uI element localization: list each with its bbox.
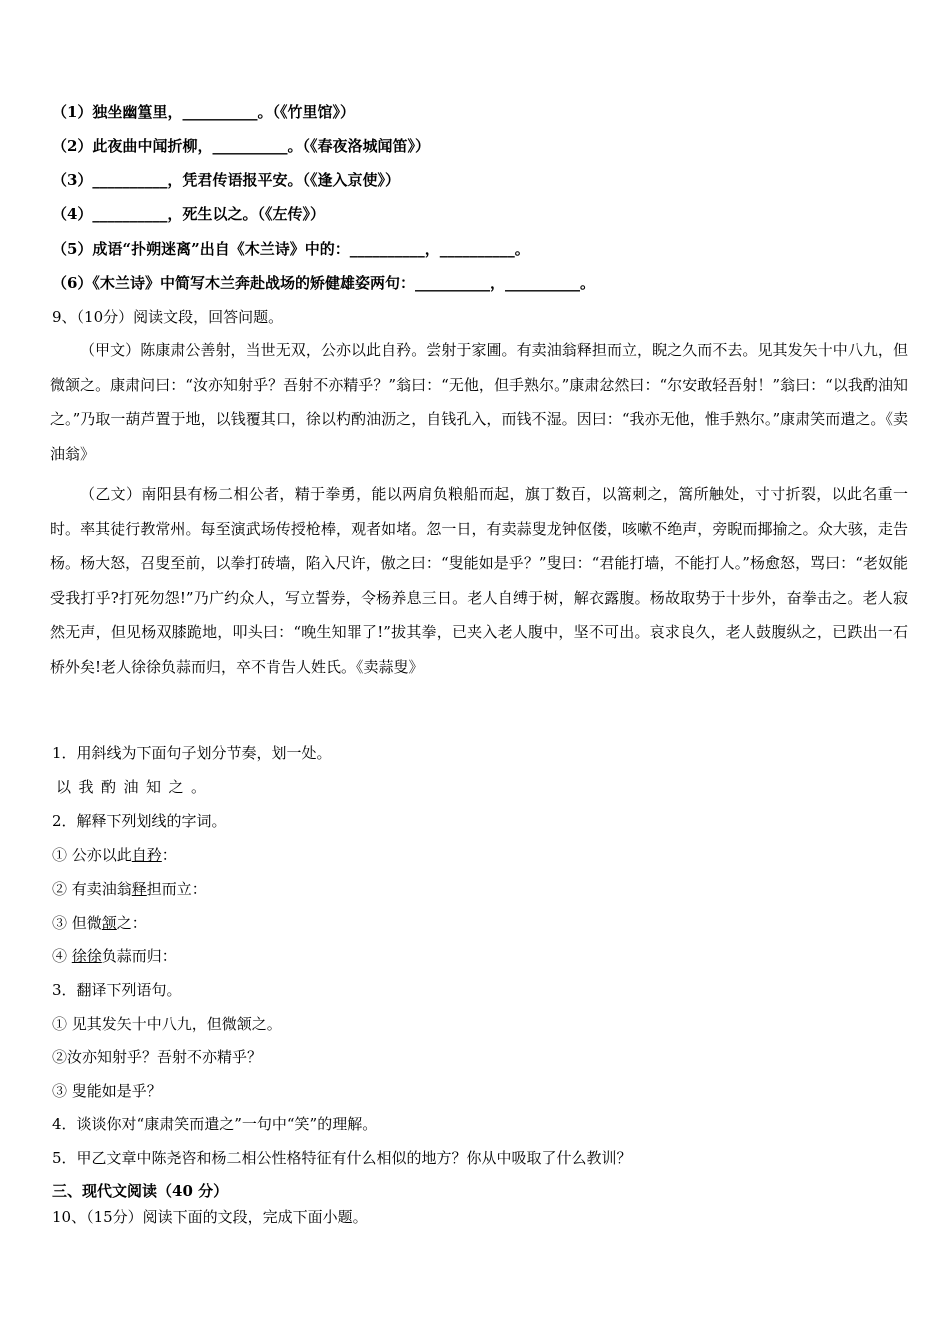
q9-sub4: 4．谈谈你对“康肃笑而遣之”一句中“笑”的理解。 [52, 1115, 378, 1133]
underlined-word: 颔 [101, 914, 117, 932]
q9-title: 9、（10分）阅读文段，回答问题。 [52, 308, 284, 326]
q9-sub5: 5．甲乙文章中陈尧咨和杨二相公性格特征有什么相似的地方？你从中吸取了什么教训？ [52, 1149, 632, 1167]
fill-in-5: （5）成语“扑朔迷离”出自《木兰诗》中的：__________，__________。 [52, 240, 530, 258]
q9-sub1: 1．用斜线为下面句子划分节奏，划一处。 [52, 744, 332, 762]
q9-sub2-item: ② 有卖油翁释担而立： [52, 880, 207, 898]
q9-sub3: 3．翻译下列语句。 [52, 981, 182, 999]
q9-sub2-item: ③ 但微颔之： [52, 914, 147, 932]
q9-sub2: 2．解释下列划线的字词。 [52, 812, 227, 830]
underlined-word: 徐徐 [71, 947, 102, 965]
q9-sub3-item: ① 见其发矢十中八九，但微颔之。 [52, 1015, 282, 1033]
q9-sub2-item: ④ 徐徐负蒜而归： [52, 947, 177, 965]
section-heading: 三、现代文阅读（40 分） [52, 1182, 229, 1200]
q10-title: 10、（15分）阅读下面的文段，完成下面小题。 [52, 1208, 368, 1226]
fill-in-3: （3）__________，凭君传语报平安。（《逢入京使》） [52, 171, 400, 189]
fill-in-1: （1）独坐幽篁里，__________。（《竹里馆》） [52, 103, 355, 121]
underlined-word: 自矜 [131, 846, 162, 864]
passage-yi: （乙文）南阳县有杨二相公者，精于拳勇，能以两肩负粮船而起，旗丁数百，以篙刺之，篙所触处，寸寸折裂，以此名重一时。率其徒行教常州。每至演武场传授枪棒，观者如堵。忽一日，有卖蒜叟龙钟伛偻，咳嗽不绝声，旁睨而揶揄之。众大骇，走告杨。杨大怒，召叟至前，以拳打砖墙，陷入尺许，傲之曰：“叟能如是乎？”叟曰：“君能打墙，不能打人。”杨愈怒，骂曰：“老奴能受我打乎?打死勿怨!”乃广约众人，写立誓券，令杨养息三日。老人自缚于树，解衣露腹。杨故取势于十步外，奋拳击之。老人寂然无声，但见杨双膝跪地，叩头曰：“晚生知罪了!”拔其拳，已夹入老人腹中，坚不可出。哀求良久，老人鼓腹纵之，已跌出一石桥外矣!老人徐徐负蒜而归，卒不肯告人姓氏。《卖蒜叟》 [50, 485, 908, 676]
fill-in-6: （6）《木兰诗》中简写木兰奔赴战场的矫健雄姿两句：__________，__________。 [52, 274, 595, 292]
q9-sub3-item: ②汝亦知射乎？吾射不亦精乎？ [52, 1048, 263, 1066]
underlined-word: 释 [131, 880, 147, 898]
q9-sub2-item: ① 公亦以此自矜： [52, 846, 177, 864]
fill-in-2: （2）此夜曲中闻折柳，__________。（《春夜洛城闻笛》） [52, 137, 430, 155]
fill-in-4: （4）__________，死生以之。（《左传》） [52, 205, 325, 223]
passage-jia: （甲文）陈康肃公善射，当世无双，公亦以此自矜。尝射于家圃。有卖油翁释担而立，睨之久而不去。见其发矢十中八九，但微颔之。康肃问曰：“汝亦知射乎？吾射不亦精乎？”翁曰：“无他，但手熟尔。”康肃忿然曰：“尔安敢轻吾射！”翁曰：“以我酌油知之。”乃取一葫芦置于地，以钱覆其口，徐以杓酌油沥之，自钱孔入，而钱不湿。因曰：“我亦无他，惟手熟尔。”康肃笑而遣之。《卖油翁》 [50, 341, 908, 463]
q9-sub3-item: ③ 叟能如是乎？ [52, 1082, 162, 1100]
q9-sub1-sentence: 以我酌油知之。 [56, 778, 214, 796]
